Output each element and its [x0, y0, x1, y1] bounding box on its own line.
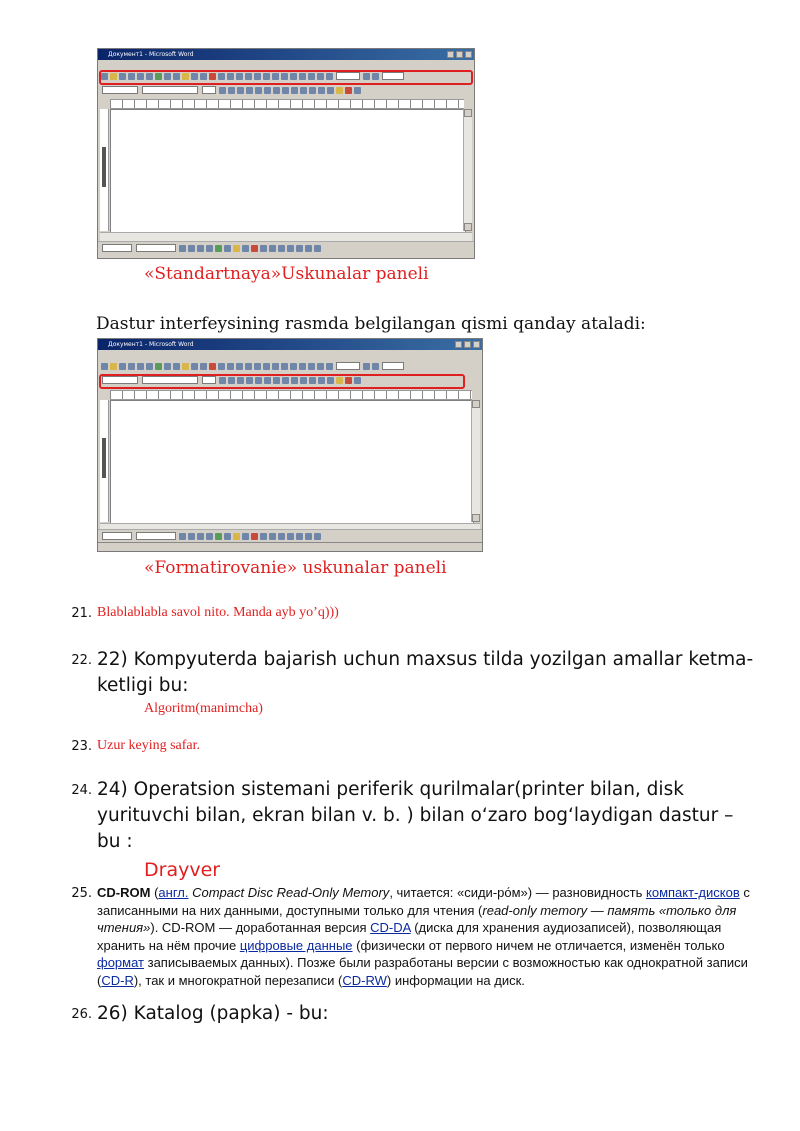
vertical-ruler: [100, 109, 109, 231]
answer-text: Uzur keying safar.: [97, 738, 201, 753]
answer-text: Blablablabla savol nito. Manda ayb yo’q))): [97, 605, 339, 620]
caption-standard-toolbar: «Standartnaya»Uskunalar paneli: [144, 264, 429, 284]
caption-formatting-toolbar: «Formatirovanie» uskunalar paneli: [144, 558, 447, 578]
horizontal-ruler: [110, 99, 464, 109]
lang-link[interactable]: англ.: [158, 885, 189, 900]
highlight-frame: [99, 70, 473, 85]
question-text-line: yurituvchi bilan, ekran bilan v. b. ) bilan o‘zaro bog‘laydigan dastur –: [97, 805, 734, 826]
formatting-toolbar: [100, 85, 472, 97]
list-number: 22.: [71, 653, 92, 668]
digital-data-link[interactable]: цифровые данные: [239, 937, 353, 953]
list-number: 24.: [71, 783, 92, 798]
answer-text: Algoritm(manimcha): [144, 701, 263, 716]
maximize-icon: [464, 341, 471, 348]
word-screenshot-formatting: [97, 338, 483, 552]
menu-bar: [98, 350, 482, 360]
highlight-frame: [99, 374, 465, 389]
format-link[interactable]: формат: [97, 955, 144, 970]
list-number: 23.: [71, 739, 92, 754]
question-text-line: 24) Operatsion sistemani periferik qurilmalar(printer bilan, disk: [97, 779, 684, 800]
compact-disc-link[interactable]: компакт-дисков: [646, 885, 740, 900]
list-number: 26.: [71, 1007, 92, 1022]
window-titlebar: [98, 49, 474, 60]
close-icon: [465, 51, 472, 58]
word-screenshot-standard: [97, 48, 475, 259]
question-text-line: bu :: [97, 831, 133, 852]
vertical-ruler: [100, 400, 109, 522]
horizontal-ruler: [110, 390, 472, 400]
cdrom-paragraph: CD-ROM (англ. Compact Disc Read-Only Memory, читается: «сиди-ро́м») — разновидность компакт-дисков с записанными на них данными, доступными только для чтения (read-only memory — память «только для чтения»). CD-ROM — доработанная версия CD-DA (диска для хранения аудиозаписей), позволяющая хранить на нём прочие цифровые данные (физически от первого ничем не отличается, изменён только формат записываемых данных). Позже были разработаны версии с возможностью как однократной записи (CD-R), так и многократной перезаписи (CD-RW) информации на диск.: [97, 885, 750, 988]
window-titlebar: [98, 339, 482, 350]
vertical-scrollbar: [471, 400, 480, 522]
cdda-link[interactable]: CD-DA: [370, 920, 411, 935]
menu-bar: [98, 60, 474, 70]
horizontal-scrollbar: [100, 232, 472, 241]
minimize-icon: [447, 51, 454, 58]
question-interface-part: Dastur interfeysining rasmda belgilangan qismi qanday ataladi:: [96, 314, 646, 334]
cdrw-link[interactable]: CD-RW: [342, 972, 387, 988]
question-text-line: 22) Kompyuterda bajarish uchun maxsus tilda yozilgan amallar ketma-: [97, 649, 754, 670]
document-area: [110, 400, 474, 524]
answer-text: Drayver: [144, 859, 221, 881]
standard-toolbar: [100, 361, 480, 373]
list-number: 21.: [71, 606, 92, 621]
list-number: 25.: [71, 886, 92, 901]
maximize-icon: [456, 51, 463, 58]
question-text-line: 26) Katalog (papka) - bu:: [97, 1003, 329, 1024]
drawing-toolbar: [98, 529, 482, 543]
status-bar: [98, 542, 482, 552]
document-area: [110, 109, 466, 233]
window-title: Документ1 - Microsoft Word: [108, 51, 194, 58]
cdr-link[interactable]: CD-R: [101, 972, 134, 988]
drawing-toolbar: [98, 241, 474, 255]
minimize-icon: [455, 341, 462, 348]
window-title: Документ1 - Microsoft Word: [108, 341, 194, 348]
cdrom-term: CD-ROM: [97, 885, 151, 900]
cdrom-expansion: Compact Disc Read-Only Memory: [192, 885, 390, 900]
close-icon: [473, 341, 480, 348]
question-text-line: ketligi bu:: [97, 675, 189, 696]
vertical-scrollbar: [463, 109, 472, 231]
